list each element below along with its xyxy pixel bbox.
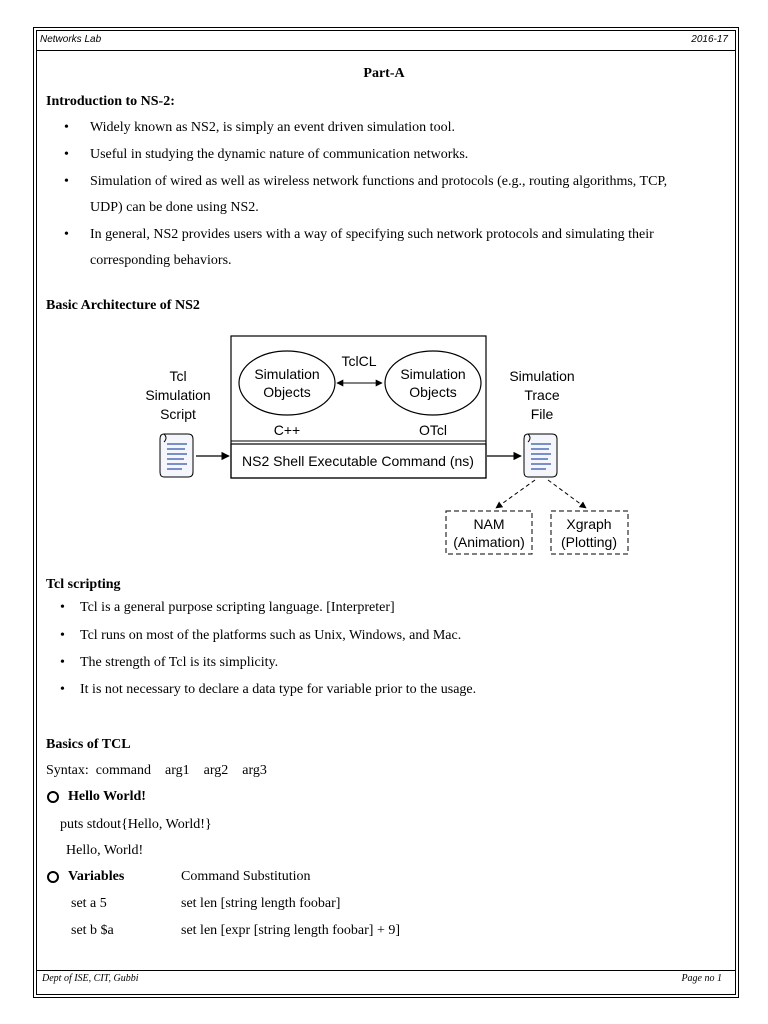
- basics-heading: Basics of TCL: [46, 737, 131, 752]
- circle-bullet-icon: [47, 791, 59, 803]
- tcl-scripting-heading: Tcl scripting: [46, 577, 121, 592]
- hello-code: puts stdout{Hello, World!}: [60, 817, 212, 832]
- xgraph-label-2: (Plotting): [560, 534, 618, 550]
- tcl-script-label-1: Tcl: [169, 368, 187, 384]
- trace-to-xgraph-arrow: [548, 480, 586, 508]
- hello-heading: Hello World!: [68, 789, 146, 804]
- list-item: • It is not necessary to declare a data type for variable prior to the usage.: [60, 682, 477, 697]
- command-substitution-heading: Command Substitution: [181, 869, 311, 884]
- tcl-script-label-3: Script: [160, 406, 196, 422]
- trace-label-2: Trace: [524, 387, 560, 403]
- arch-heading: Basic Architecture of NS2: [46, 298, 200, 313]
- hello-output: Hello, World!: [66, 843, 144, 858]
- sim-obj-right-1: Simulation: [400, 366, 466, 382]
- simulation-objects-otcl: [385, 351, 481, 415]
- list-item: • Tcl runs on most of the platforms such as Unix, Windows, and Mac.: [60, 628, 462, 643]
- list-item: • Widely known as NS2, is simply an event driven simulation tool.: [64, 120, 455, 135]
- tcl-bullet-list: [60, 600, 730, 709]
- sim-obj-left-2: Objects: [263, 384, 311, 400]
- tcl-script-scroll-icon: [160, 434, 193, 477]
- tcl-script-label-2: Simulation: [145, 387, 211, 403]
- sim-obj-right-2: Objects: [409, 384, 457, 400]
- variables-heading: Variables: [68, 869, 125, 884]
- nam-label-1: NAM: [473, 516, 505, 532]
- header-left: Networks Lab: [40, 34, 102, 45]
- list-item-continued: corresponding behaviors.: [90, 253, 232, 268]
- var-row-right: set len [string length foobar]: [181, 896, 341, 911]
- otcl-label: OTcl: [419, 422, 447, 438]
- list-item: • Simulation of wired as well as wireless network functions and protocols (e.g., routing algorithms, TCP,: [64, 174, 668, 189]
- footer-right: Page no 1: [681, 973, 722, 984]
- var-row-right: set len [expr [string length foobar] + 9]: [181, 923, 400, 938]
- simulation-objects-cpp: [239, 351, 335, 415]
- list-item: • The strength of Tcl is its simplicity.: [60, 655, 279, 670]
- ns2-shell-label: NS2 Shell Executable Command (ns): [242, 453, 474, 469]
- xgraph-label-1: Xgraph: [566, 516, 612, 532]
- footer-rule: [36, 970, 736, 971]
- syntax-line: Syntax: command arg1 arg2 arg3: [46, 763, 267, 778]
- var-row-left: set b $a: [71, 923, 114, 938]
- part-title: Part-A: [363, 66, 405, 81]
- list-item: • Useful in studying the dynamic nature of communication networks.: [64, 147, 469, 162]
- cpp-label: C++: [273, 422, 301, 438]
- trace-file-scroll-icon: [524, 434, 557, 477]
- circle-bullet-icon: [47, 871, 59, 883]
- trace-to-nam-arrow: [496, 480, 535, 508]
- header-right: 2016-17: [691, 34, 728, 45]
- footer-left: Dept of ISE, CIT, Gubbi: [42, 973, 139, 984]
- list-item: • In general, NS2 provides users with a way of specifying such network protocols and simulating their: [64, 227, 654, 242]
- trace-label-3: File: [530, 406, 554, 422]
- list-item-continued: UDP) can be done using NS2.: [90, 200, 259, 215]
- intro-heading: Introduction to NS-2:: [46, 94, 175, 109]
- trace-label-1: Simulation: [509, 368, 575, 384]
- sim-obj-left-1: Simulation: [254, 366, 320, 382]
- tclcl-label: TclCL: [341, 353, 377, 369]
- var-row-left: set a 5: [71, 896, 107, 911]
- nam-label-2: (Animation): [453, 534, 525, 550]
- list-item: • Tcl is a general purpose scripting language. [Interpreter]: [60, 600, 395, 615]
